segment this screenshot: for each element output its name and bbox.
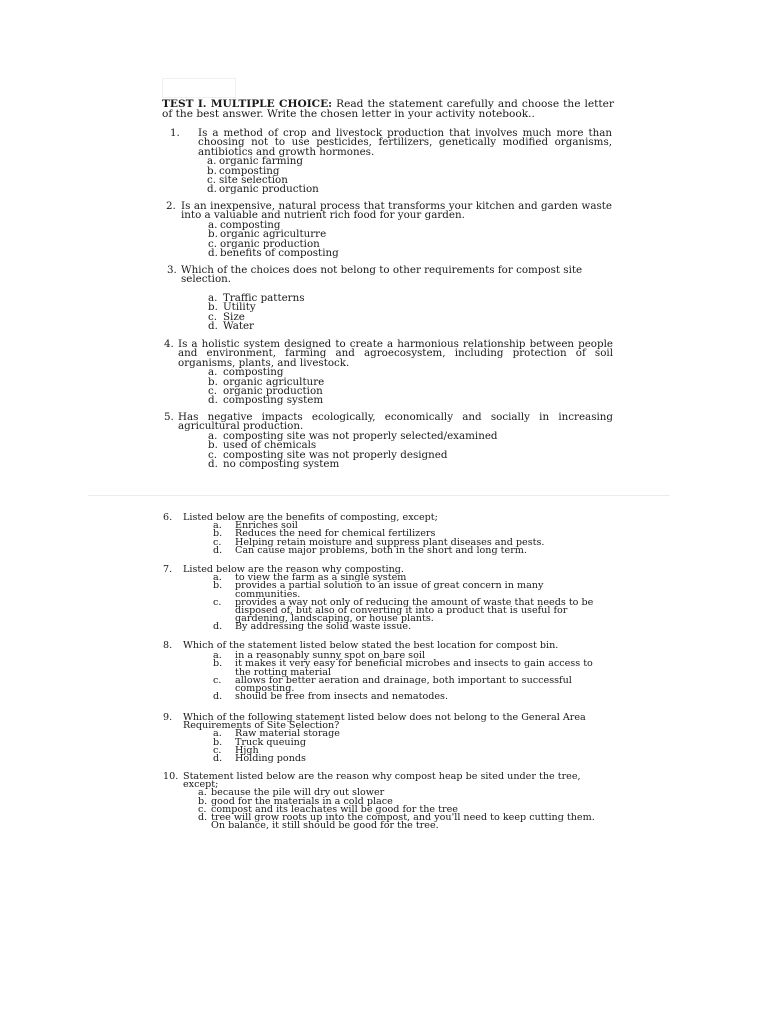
question-number: 8.: [163, 640, 173, 651]
option-d: d. Holding ponds: [213, 753, 306, 765]
question-text: Which of the statement listed below stated the best location for compost bin.: [183, 640, 559, 651]
question-5: [164, 413, 613, 469]
option-b: b. organic agriculturre: [208, 228, 327, 241]
question-text: Has negative impacts ecologically, economically and socially in increasing agricultural production.: [178, 411, 613, 433]
option-b: b. it makes it very easy for beneficial microbes and insects to gain access to the rotting material: [213, 658, 593, 678]
header-placeholder-box: [162, 78, 236, 98]
option-c: c. allows for better aeration and drainage, both important to successful composting.: [213, 674, 572, 695]
option-b: b. Utility: [208, 301, 256, 314]
question-text: Is a method of crop and livestock production that involves much more than choosing not to use pesticides, fertilizers, genetically modified organisms, antibiotics and growth hormones.: [198, 127, 612, 158]
option-c: c. organic production: [208, 237, 320, 250]
question-number: 6.: [163, 512, 173, 523]
option-a: a. organic farming: [207, 155, 303, 168]
question-number: 4.: [164, 338, 174, 350]
option-d: d. should be free from insects and nematodes.: [213, 691, 449, 703]
option-a: a. because the pile will dry out slower: [198, 787, 385, 799]
option-d: d. no composting system: [208, 458, 340, 471]
question-number: 10.: [163, 771, 179, 782]
option-b: b. composting: [207, 164, 280, 177]
question-1: [170, 129, 612, 195]
question-9: [163, 714, 608, 763]
option-a: a. Raw material storage: [213, 728, 340, 740]
option-d: d. By addressing the solid waste issue.: [213, 621, 412, 633]
question-7: [163, 566, 608, 632]
page-divider: [88, 495, 670, 496]
question-6: [163, 514, 608, 555]
question-number: 1.: [170, 127, 180, 139]
test-instructions: [162, 99, 614, 119]
test-heading: TEST I. MULTIPLE CHOICE:: [162, 98, 333, 110]
question-text: Statement listed below are the reason why compost heap be sited under the tree, except;: [183, 771, 581, 791]
option-c: c. organic production: [208, 385, 323, 398]
option-c: c. composting site was not properly designed: [208, 448, 448, 461]
instructions-text: Read the statement carefully and choose the letter of the best answer. Write the chosen letter in your activity notebook..: [162, 98, 614, 120]
question-4: [164, 340, 613, 406]
option-c: c. Hjgh: [213, 744, 259, 756]
option-a: a. composting: [208, 366, 284, 379]
option-c: c. site selection: [207, 174, 288, 187]
option-b: b. Truck queuing: [213, 736, 306, 748]
option-d: d. Can cause major problems, both in the short and long term.: [213, 544, 527, 556]
option-d: d. organic production: [207, 183, 319, 196]
option-c: c. compost and its leachates will be good for the tree: [198, 803, 458, 815]
option-d: d. benefits of composting: [208, 247, 339, 260]
question-text: Listed below are the benefits of composting, except;: [183, 512, 438, 523]
question-text: Is an inexpensive, natural process that transforms your kitchen and garden waste into a valuable and nutrient rich food for your garden.: [181, 200, 612, 222]
option-a: a. composting site was not properly selected/examined: [208, 429, 498, 442]
option-c: c. Size: [208, 310, 245, 323]
option-a: a. to view the farm as a single system: [213, 572, 407, 584]
question-number: 7.: [163, 564, 173, 575]
question-number: 3.: [167, 264, 177, 276]
option-b: b. good for the materials in a cold place: [198, 795, 393, 807]
option-b: b. organic agriculture: [208, 375, 325, 388]
option-d: d. tree will grow roots up into the compost, and you'll need to keep cutting them. On balance, it still should be good for the tree.: [198, 812, 595, 832]
option-a: a. in a reasonably sunny spot on bare soil: [213, 650, 426, 662]
option-b: b. Reduces the need for chemical fertilizers: [213, 528, 436, 540]
question-text: Is a holistic system designed to create a harmonious relationship between people and environment, farming and agroecosystem, including protection of soil organisms, plants, and livestock.: [178, 338, 613, 369]
option-b: b. provides a partial solution to an issue of great concern in many communities.: [213, 580, 544, 600]
option-c: c. Helping retain moisture and suppress plant diseases and pests.: [213, 536, 545, 548]
option-a: a. Traffic patterns: [208, 291, 305, 304]
question-10: [163, 773, 608, 830]
question-number: 5.: [164, 411, 174, 423]
question-3: [167, 266, 612, 331]
question-8: [163, 642, 608, 701]
option-d: d. Water: [208, 320, 254, 333]
question-number: 9.: [163, 712, 173, 723]
question-2: [166, 202, 612, 258]
option-a: a. composting: [208, 218, 281, 231]
option-c: c. provides a way not only of reducing the amount of waste that needs to be disposed of, but also of converting it into a product that is useful for gardening, landscaping, or house plants.: [213, 596, 594, 625]
question-text: Which of the choices does not belong to other requirements for compost site selection.: [181, 264, 583, 286]
question-text: Which of the following statement listed below does not belong to the General Area Requirements of Site Selection?: [183, 712, 586, 732]
question-number: 2.: [166, 200, 176, 212]
option-d: d. composting system: [208, 394, 324, 407]
option-a: a. Enriches soil: [213, 520, 298, 532]
option-b: b. used of chemicals: [208, 439, 317, 452]
question-text: Listed below are the reason why composting.: [183, 564, 404, 575]
